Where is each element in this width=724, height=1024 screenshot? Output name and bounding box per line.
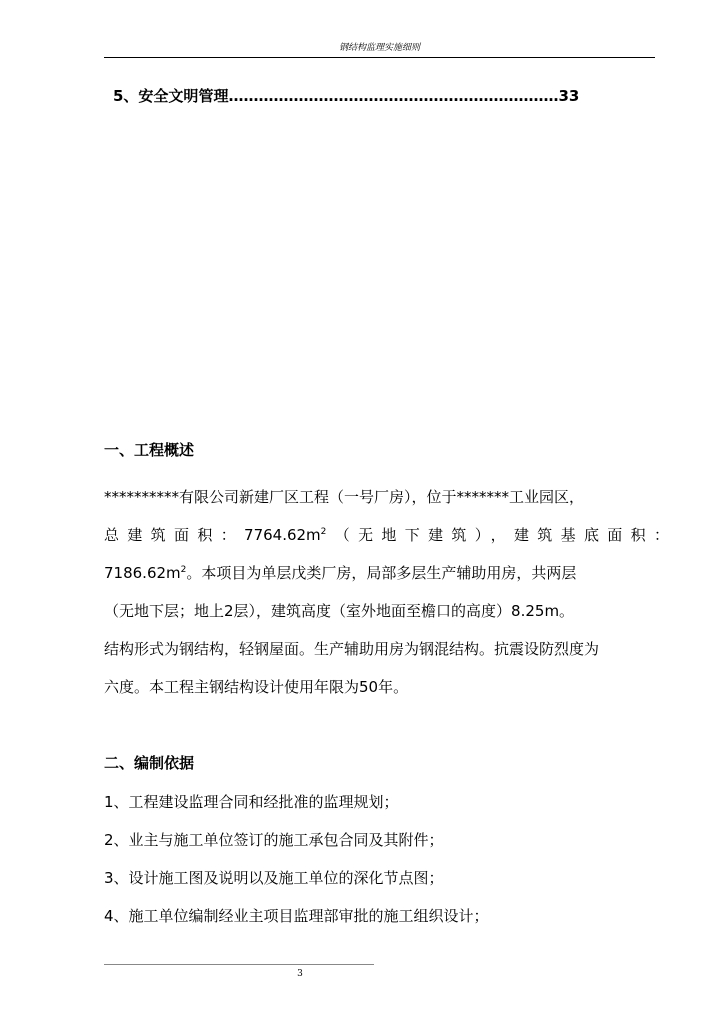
list-item: 1、工程建设监理合同和经批准的监理规划； [104,793,399,811]
section-heading-overview: 一、工程概述 [104,441,195,459]
area-text: （无地下建筑），建筑基底面积： [326,526,669,544]
page-header-title: 钢结构监理实施细则 [338,43,420,53]
paragraph-line: （无地下层；地上2层），建筑高度（室外地面至檐口的高度）8.25m。 [104,602,575,620]
paragraph-line [104,562,576,584]
area-value: 总建筑面积：7764.62m [104,526,321,544]
paragraph-line: 结构形式为钢结构，轻钢屋面。生产辅助用房为钢混结构。抗震设防烈度为 [104,640,600,658]
paragraph-line: **********有限公司新建厂区工程（一号厂房），位于*******工业园区， [104,488,585,506]
footer-divider [104,964,374,965]
list-item: 2、业主与施工单位签订的施工承包合同及其附件； [104,831,444,849]
paragraph-line: 六度。本工程主钢结构设计使用年限为50年。 [104,678,409,696]
header-divider [104,57,655,58]
list-item: 3、设计施工图及说明以及施工单位的深化节点图； [104,869,444,887]
superscript: 2 [180,565,187,575]
page-number: 3 [297,969,303,979]
paragraph-line [104,524,669,546]
area-value: 7186.62m [104,564,181,582]
section-heading-basis: 二、编制依据 [104,754,195,772]
superscript: 2 [320,527,327,537]
toc-entry: 5、安全文明管理…………………………………………………………33 [113,87,580,105]
list-item: 4、施工单位编制经业主项目监理部审批的施工组织设计； [104,907,489,925]
area-text: 。本项目为单层戊类厂房，局部多层生产辅助用房，共两层 [186,564,577,582]
